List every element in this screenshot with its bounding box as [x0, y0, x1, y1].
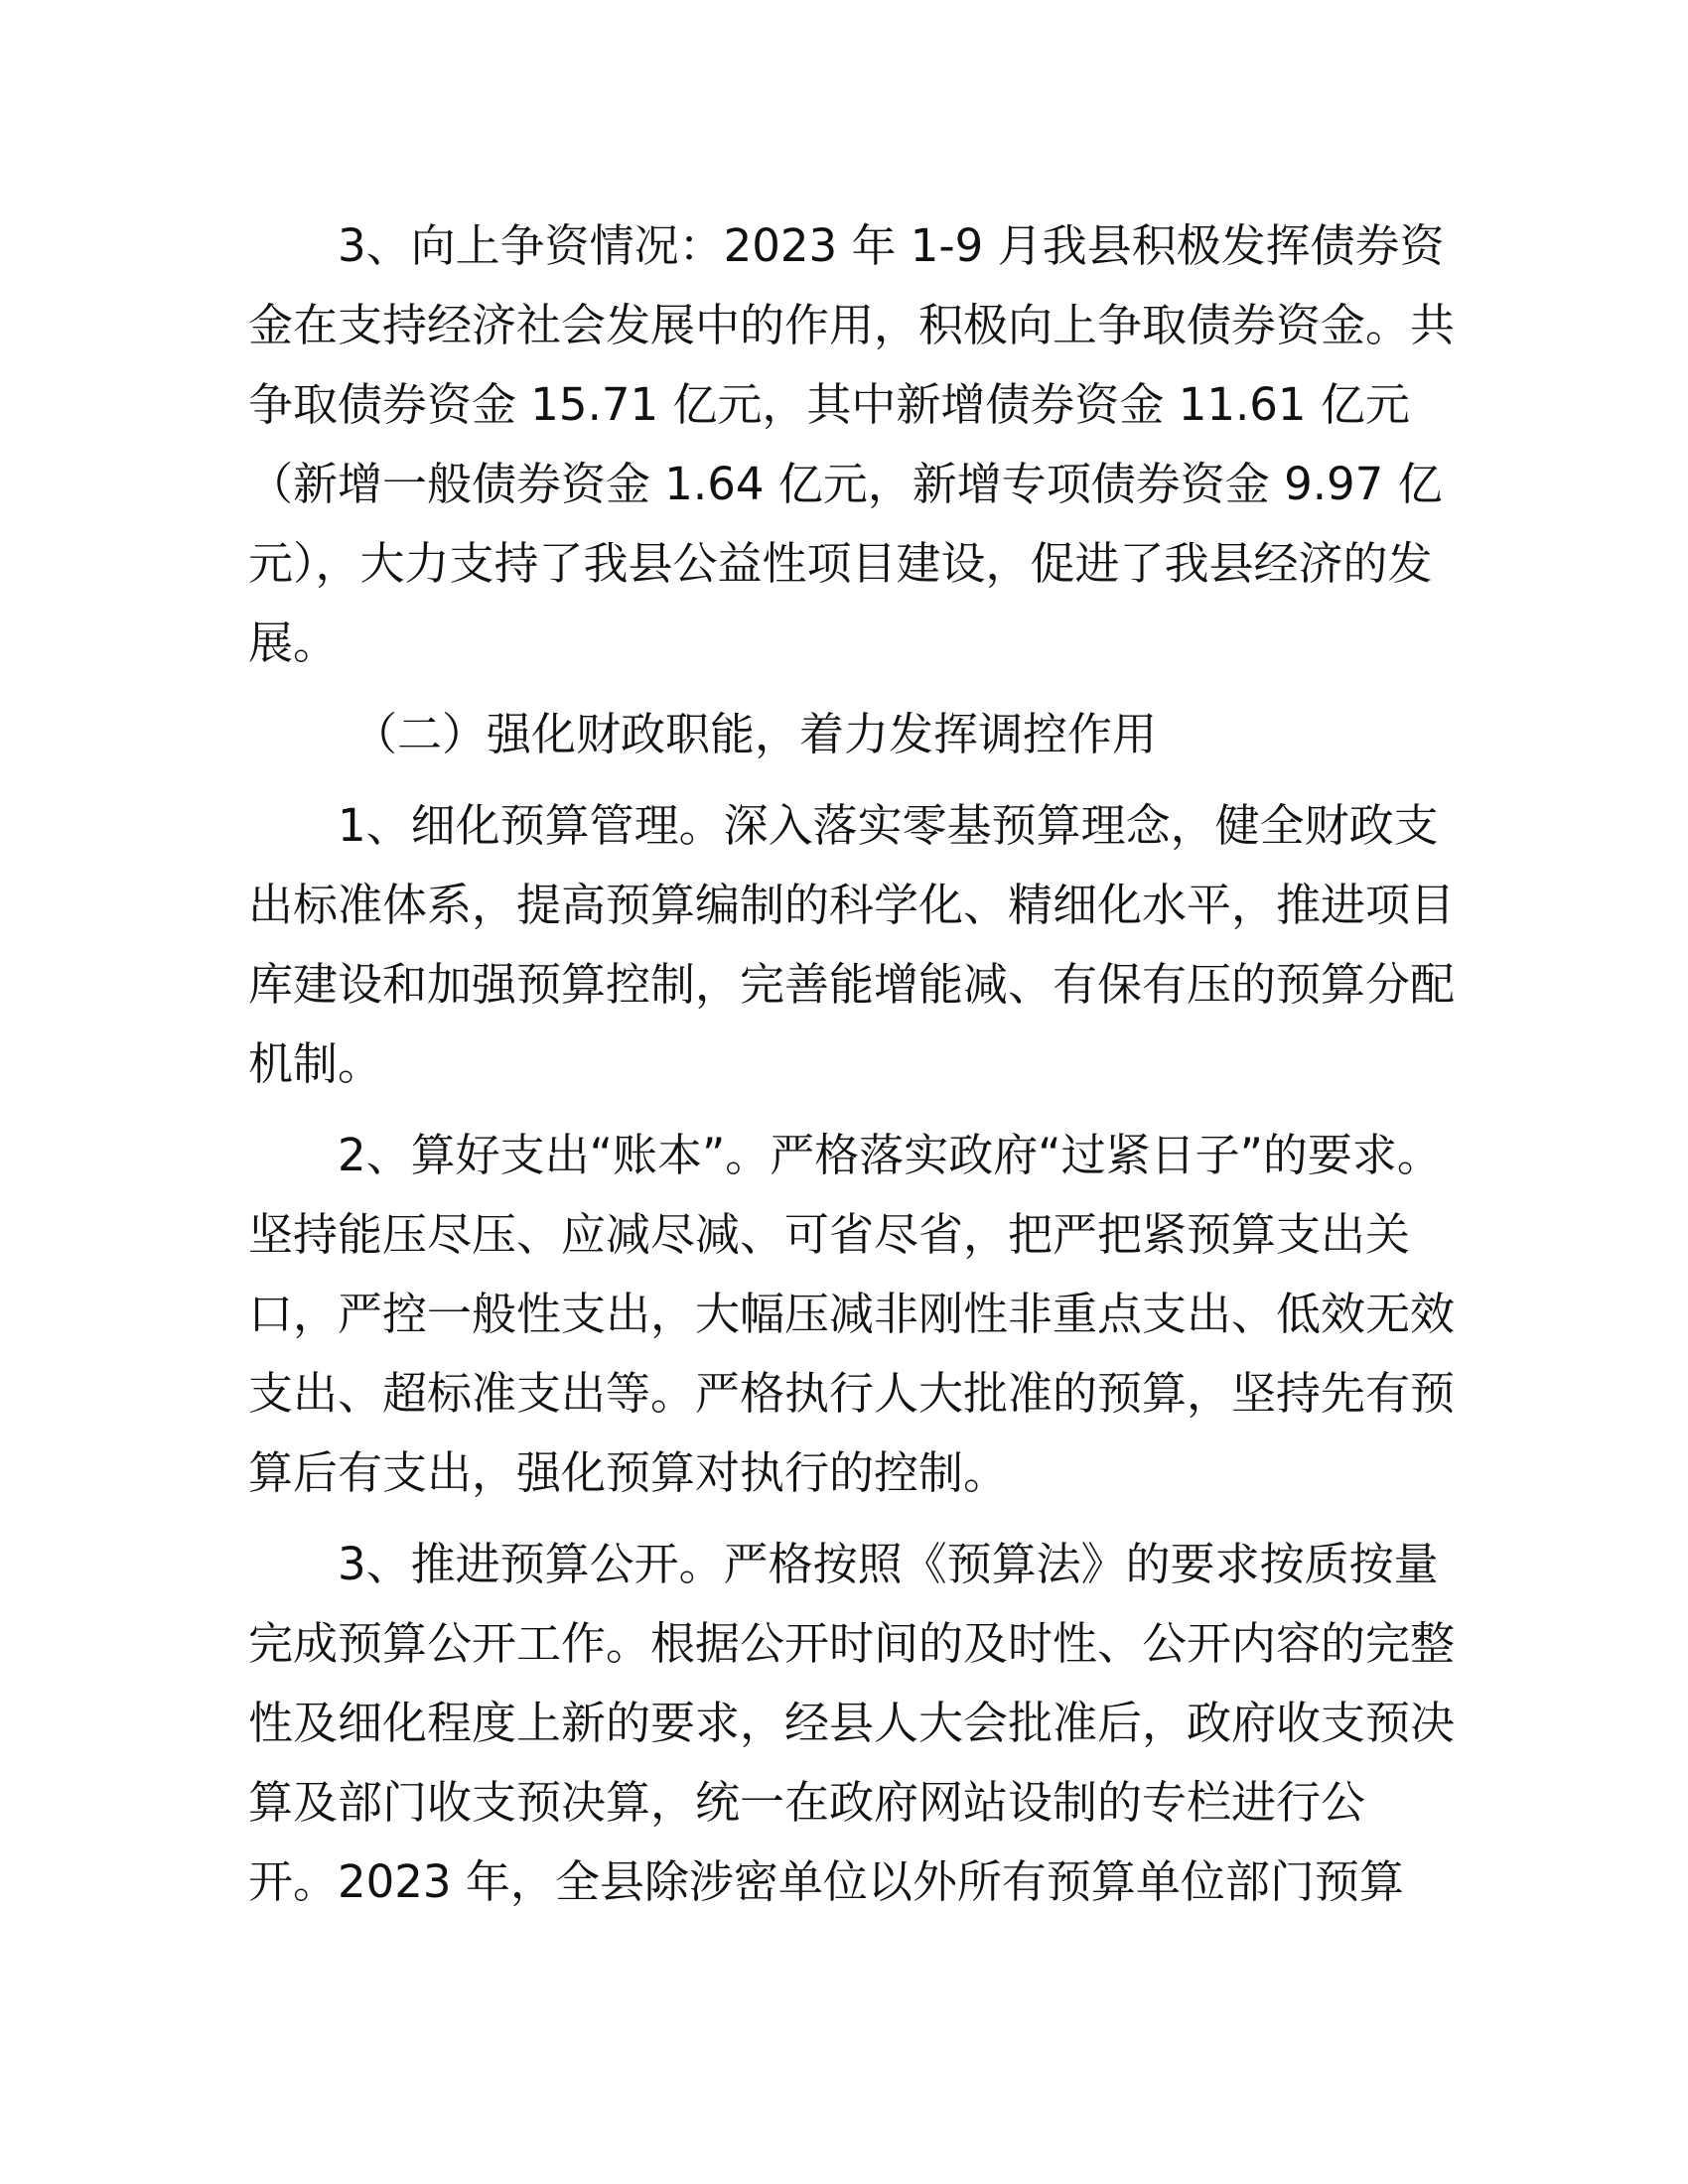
- paragraph-line: 争取债券资金 15.71 亿元，其中新增债券资金 11.61 亿元: [248, 378, 1410, 431]
- paragraph-line: 金在支持经济社会发展中的作用，积极向上争取债券资金。共: [248, 299, 1456, 351]
- paragraph-line: 机制。: [248, 1037, 383, 1090]
- paragraph-line: 3、推进预算公开。严格按照《预算法》的要求按质按量: [338, 1538, 1439, 1590]
- paragraph-line: 性及细化程度上新的要求，经县人大会批准后，政府收支预决: [248, 1697, 1456, 1749]
- paragraph-line: 库建设和加强预算控制，完善能增能减、有保有压的预算分配: [248, 958, 1456, 1011]
- paragraph-line: 完成预算公开工作。根据公开时间的及时性、公开内容的完整: [248, 1617, 1456, 1670]
- paragraph-line: 支出、超标准支出等。严格执行人大批准的预算，坚持先有预: [248, 1367, 1456, 1420]
- paragraph-line: 算后有支出，强化预算对执行的控制。: [248, 1446, 1009, 1499]
- paragraph-line: 3、向上争资情况：2023 年 1-9 月我县积极发挥债券资: [338, 219, 1445, 272]
- paragraph-line: 开。2023 年，全县除涉密单位以外所有预算单位部门预算: [248, 1855, 1404, 1908]
- section-heading: （二）强化财政职能，着力发挥调控作用: [352, 708, 1158, 760]
- paragraph-line: 算及部门收支预决算，统一在政府网站设制的专栏进行公: [248, 1776, 1366, 1829]
- paragraph-line: 元），大力支持了我县公益性项目建设，促进了我县经济的发: [248, 537, 1433, 590]
- paragraph-line: （新增一般债券资金 1.64 亿元，新增专项债券资金 9.97 亿: [248, 458, 1443, 510]
- paragraph-line: 2、算好支出“账本”。严格落实政府“过紧日子”的要求。: [338, 1129, 1442, 1181]
- paragraph-line: 口，严控一般性支出，大幅压减非刚性非重点支出、低效无效: [248, 1288, 1456, 1340]
- paragraph-line: 1、细化预算管理。深入落实零基预算理念，健全财政支: [338, 799, 1439, 852]
- paragraph-line: 坚持能压尽压、应减尽减、可省尽省，把严把紧预算支出关: [248, 1208, 1411, 1261]
- paragraph-line: 展。: [248, 616, 339, 669]
- document-body: [248, 206, 1456, 1922]
- paragraph-line: 出标准体系，提高预算编制的科学化、精细化水平，推进项目: [248, 879, 1456, 931]
